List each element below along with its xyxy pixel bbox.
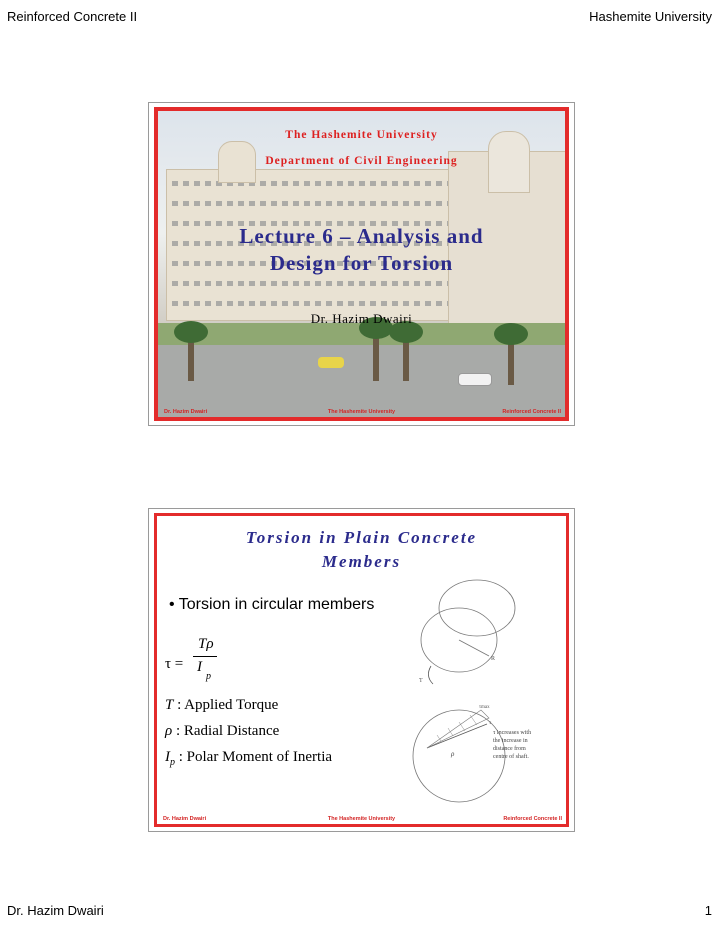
slide-2-footer-center: The Hashemite University <box>327 816 396 822</box>
torsion-shaft-diagram <box>397 578 567 808</box>
slide-2-frame <box>154 513 569 827</box>
label-tau-max: τmax <box>479 705 490 710</box>
diagram-note-line-1: τ increases with <box>493 730 532 736</box>
slide-2-footer-left: Dr. Hazim Dwairi <box>163 816 207 822</box>
slide-1-university: The Hashemite University <box>285 129 438 141</box>
definition-symbol: T <box>165 697 174 713</box>
diagram-note-line-4: centre of shaft. <box>493 754 529 760</box>
formula-denominator: I <box>197 659 202 675</box>
slide-1-author: Dr. Hazim Dwairi <box>310 311 413 326</box>
page-header-university: Hashemite University <box>589 9 712 24</box>
slide-1-department: Department of Civil Engineering <box>265 155 458 167</box>
page-footer-author: Dr. Hazim Dwairi <box>7 903 104 918</box>
slide-1-footer-right: Reinforced Concrete II <box>502 409 561 415</box>
slide-2-title-line-2: Members <box>321 552 402 571</box>
torque-arrow-icon <box>428 666 433 684</box>
formula-subscript: p <box>206 671 211 682</box>
definition-subscript: p <box>170 757 175 768</box>
torsion-formula <box>165 636 235 696</box>
definitions-list <box>165 692 332 770</box>
radius-line <box>459 640 489 656</box>
slide-1-footer-center: The Hashemite University <box>327 409 396 415</box>
slide-2-bullet <box>169 596 374 614</box>
slide-1-frame <box>154 107 569 421</box>
formula-lhs: τ = <box>165 656 184 672</box>
shaft-back-end <box>439 580 515 636</box>
diagram-note-line-2: the increase in <box>493 738 528 744</box>
page-header-course: Reinforced Concrete II <box>7 9 138 24</box>
slide-1-title <box>158 223 565 277</box>
label-t: T <box>419 678 423 684</box>
page-number: 1 <box>704 903 712 918</box>
slide-1-title-line-1: Lecture 6 – Analysis and <box>239 224 484 248</box>
definition-text: : Polar Moment of Inertia <box>178 749 333 765</box>
fraction-bar <box>193 656 217 657</box>
slide-1-title-line-2: Design for Torsion <box>269 251 454 275</box>
label-tau: τ <box>489 720 492 726</box>
definition-symbol: ρ <box>165 723 173 739</box>
label-rho: ρ <box>451 750 455 758</box>
definition-text: : Applied Torque <box>177 697 279 713</box>
slide-1-thumbnail <box>148 102 575 426</box>
label-r: R <box>491 656 496 662</box>
definition-item <box>165 718 332 744</box>
slide-1-footer-left: Dr. Hazim Dwairi <box>164 409 208 415</box>
slide-2-thumbnail <box>148 508 575 832</box>
definition-symbol: I <box>165 749 170 765</box>
diagram-note-line-3: distance from <box>493 746 526 752</box>
bullet-dot-icon: • <box>169 596 179 613</box>
slide-2-footer-right: Reinforced Concrete II <box>503 816 562 822</box>
slide-2-title-line-1: Torsion in Plain Concrete <box>245 528 478 547</box>
definition-item <box>165 692 332 718</box>
formula-numerator: Tρ <box>198 636 214 652</box>
slide-2-title <box>157 526 566 574</box>
definition-item <box>165 744 332 770</box>
slide-2-bullet-text: Torsion in circular members <box>178 596 375 613</box>
white-car <box>458 373 492 386</box>
yellow-car <box>318 357 344 368</box>
definition-text: : Radial Distance <box>175 723 280 739</box>
stress-radius-line <box>427 724 487 748</box>
